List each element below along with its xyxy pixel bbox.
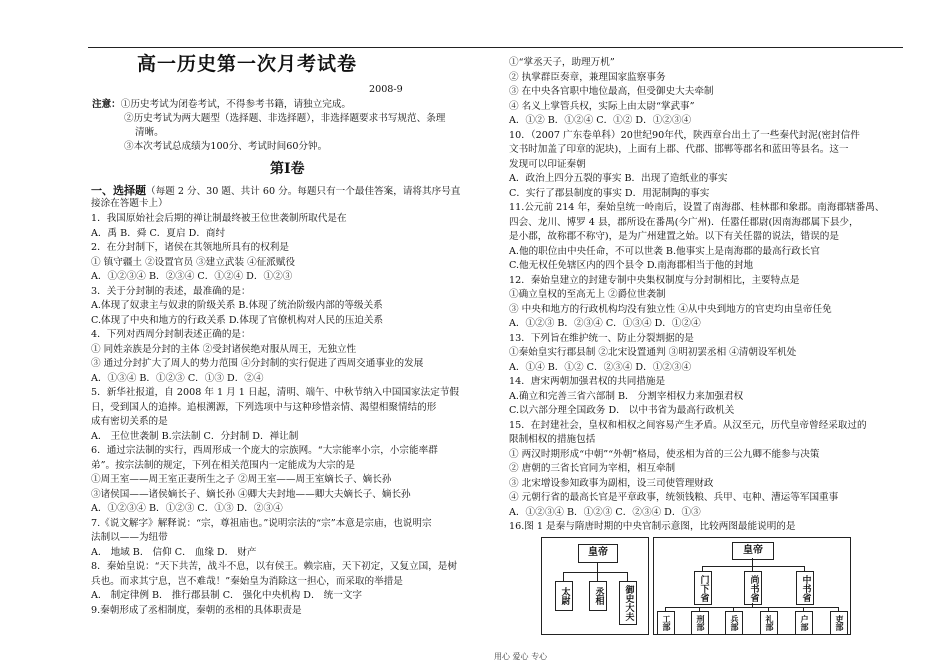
right-question-line: ④ 名义上掌管兵权，实际上由太尉“掌武事” (509, 100, 695, 112)
qin-chengxiang-box: 丞相 (589, 581, 607, 611)
right-question-line: 16.图 1 是秦与隋唐时期的中央官制示意图，比较两图最能说明的是 (509, 521, 796, 532)
left-question-line: ③诸侯国——诸侯嫡长子、嫡长孙 ④卿大夫封地——卿大夫嫡长子、嫡长孙 (91, 488, 411, 500)
right-question-line: 是小郡，故称郡不称守)，是为广州建置之始。以下有关任嚣的说法，错误的是 (509, 231, 839, 242)
part1-heading: 一、选择题 (91, 184, 146, 197)
left-question-line: 兵也。而求其宁息，岂不难哉！”秦始皇为消除这一担心，而采取的举措是 (91, 575, 403, 587)
left-question-line: A． 王位世袭制 B.宗法制 C．分封制 D．禅让制 (91, 430, 299, 442)
left-question-line: 5．新华社报道，自 2008 年 1 月 1 日起，清明、端午、中秋节纳入中国国家法定节假 (91, 387, 460, 398)
left-question-line: 3．关于分封制的表述，最准确的是： (91, 285, 251, 297)
right-question-line: ③ 北宋增设参知政事为副相，设三司使管理财政 (509, 477, 714, 489)
right-question-line: 15．在封建社会，皇权和相权之间容易产生矛盾。从汉至元，历代皇帝曾经采取过的 (509, 419, 867, 431)
hubu-box: 户部 (795, 611, 813, 635)
page-footer: 用心 爱心 专心 (494, 652, 548, 661)
xingbu-box: 刑部 (691, 611, 709, 635)
header-rule (88, 47, 903, 48)
note-line-4: ③本次考试总成绩为100分、考试时间60分钟。 (124, 141, 328, 152)
right-question-line: ② 唐朝的三省长官同为宰相，相互牵制 (509, 463, 676, 474)
part1-desc: （每题 2 分、30 题、共计 60 分。每题只有一个最佳答案，请将其序号直 (146, 186, 461, 197)
right-question-line: 14．唐宋两朝加强君权的共同措施是 (509, 376, 666, 387)
qin-connector (563, 572, 564, 581)
right-question-line: ③ 在中央各官职中地位最高，但受御史大夫牵制 (509, 86, 714, 97)
exam-date: 2008-9 (369, 84, 403, 95)
zhongshu-box: 中书省 (796, 571, 814, 605)
left-question-line: ③ 通过分封扩大了周人的势力范围 ④分封制的实行促进了西周交通事业的发展 (91, 358, 424, 369)
left-question-line: 9.秦朝形成了丞相制度，秦朝的丞相的具体职责是 (91, 604, 302, 616)
right-question-line: A．政治上四分五裂的事实 B．出现了造纸业的事实 (509, 173, 728, 184)
left-question-line: A．禹 B．舜 C．夏启 D．商纣 (91, 227, 226, 239)
part1-heading-line (91, 185, 460, 198)
libu-box: 礼部 (760, 611, 778, 635)
qin-diagram (541, 537, 649, 635)
qin-connector (563, 572, 627, 573)
right-question-line: A.确立和完善三省六部制 B． 分割宰相权力来加强君权 (509, 390, 744, 402)
suitang-connector (702, 566, 804, 567)
right-question-line: ④ 元朝行省的最高长官是平章政事，统领钱粮、兵甲、屯种、漕运等军国重事 (509, 492, 839, 503)
qin-taiwei-box: 太尉 (555, 581, 573, 611)
right-question-line: 发现可以印证秦朝 (509, 158, 586, 170)
right-question-line: ①确立皇权的至高无上 ②爵位世袭制 (509, 289, 666, 300)
gongbu-box: 工部 (657, 611, 675, 635)
part1-desc-2: 接涂在答题卡上） (91, 198, 168, 209)
left-question-line: 2．在分封制下，诸侯在其领地所具有的权利是 (91, 242, 289, 253)
left-question-line: 日，受到国人的追捧。追根溯源，下列选项中与这种珍惜亲情、渴望相聚情结的形 (91, 401, 437, 413)
right-question-line: A．①②③④ B．①②③ C．②③④ D．①③ (509, 506, 701, 518)
notes-block (92, 99, 351, 111)
qin-yushi-box: 御史大夫 (619, 581, 637, 625)
right-question-line: 13．下列旨在维护统一、防止分裂割据的是 (509, 332, 694, 344)
notes-label: 注意： (92, 99, 121, 110)
left-question-line: A．①②③④ B．②③④ C．①②④ D．①②③ (91, 271, 293, 282)
left-question-line: ① 同姓亲族是分封的主体 ②受封诸侯绝对服从周王，无独立性 (91, 343, 357, 355)
left-question-line: 8．秦始皇说：“天下共苦，战斗不息，以有侯王。赖宗庙，天下初定，又复立国，是树 (91, 561, 457, 572)
right-question-line: 文书时加盖了印章的泥块)，上面有上郡、代郡、邯郸等郡名和蓝田等县名。这一 (509, 144, 849, 155)
left-question-line: 法制以——为纽带 (91, 532, 168, 543)
shangshu-box: 尚书省 (744, 571, 762, 605)
right-question-line: 12．秦始皇建立的封建专制中央集权制度与分封制相比，主要特点是 (509, 274, 800, 286)
right-question-line: A．①②③ B．②③④ C．①③④ D．①②④ (509, 318, 701, 329)
left-question-line: ①周王室——周王室正妻所生之子 ②周王室——周王室嫡长子、嫡长孙 (91, 474, 392, 485)
right-question-line: A.他的职位由中央任命，不可以世袭 B.他事实上是南海郡的最高行政长官 (509, 245, 820, 257)
exam-title: 高一历史第一次月考试卷 (137, 53, 358, 75)
right-question-line: C.以六部分理全国政务 D． 以中书省为最高行政机关 (509, 405, 735, 416)
right-question-line: A．①④ B．①② C．②③④ D．①②③④ (509, 361, 692, 373)
left-question-line: A． 制定律例 B． 推行郡县制 C． 强化中央机构 D． 统一文字 (91, 590, 363, 601)
left-question-line: A．①③④ B．①②③ C．①③ D．②④ (91, 372, 264, 384)
left-question-line: 1．我国原始社会后期的禅让制最终被王位世袭制所取代是在 (91, 213, 347, 224)
left-question-line: C.体现了中央和地方的行政关系 D.体现了官僚机构对人民的压迫关系 (91, 314, 384, 326)
right-question-line: A．①② B．①②④ C．①② D．①②③④ (509, 115, 692, 126)
qin-connector (597, 572, 598, 581)
left-question-line: A．①②③④ B．①②③ C．①③ D．②③④ (91, 503, 283, 514)
left-question-line: 4．下列对西周分封制表述正确的是： (91, 329, 251, 340)
right-question-line: ①“掌丞天子，助理万机” (509, 57, 615, 68)
left-question-line: A． 地域 B． 信仰 C． 血缘 D． 财产 (91, 546, 257, 558)
note-line-3: 清晰。 (135, 127, 164, 138)
qin-connector (627, 572, 628, 581)
note-line-2: ②历史考试为两大题型（选择题、非选择题），非选择题要求书写规范、条理 (124, 113, 446, 124)
libu-official-box: 吏部 (830, 611, 848, 635)
left-question-line: 7.《说文解字》解释说：“宗，尊祖庙也。”说明宗法的“宗”本意是宗庙，也说明宗 (91, 517, 432, 529)
suitang-connector (665, 607, 839, 608)
right-question-line: C．实行了郡县制度的事实 D．用泥制陶的事实 (509, 187, 710, 199)
section-title: 第Ⅰ卷 (270, 161, 305, 177)
right-question-line: 10．（2007 广东卷单科）20世纪90年代，陕西章台出土了一些秦代封泥(密封信件 (509, 129, 860, 141)
suitang-emperor-box: 皇帝 (732, 542, 774, 560)
right-question-line: 限制相权的措施包括 (509, 434, 596, 445)
note-line-1: ①历史考试为闭卷考试，不得参考书籍，请独立完成。 (120, 99, 352, 110)
suitang-connector (752, 558, 753, 566)
right-question-line: ③ 中央和地方的行政机构均没有独立性 ④从中央到地方的官吏均由皇帝任免 (509, 303, 832, 315)
left-question-line: A.体现了奴隶主与奴隶的阶级关系 B.体现了统治阶级内部的等级关系 (91, 300, 383, 311)
right-question-line: 四会、龙川、博罗 4 县，郡所设在番禺(今广州)．任嚣任郡尉(因南海郡属下县少， (509, 216, 859, 228)
suitang-diagram (653, 537, 851, 635)
bingbu-box: 兵部 (725, 611, 743, 635)
right-question-line: ② 执掌群臣奏章，兼理国家监察事务 (509, 71, 666, 83)
qin-connector (597, 562, 598, 572)
left-question-line: 弟”。按宗法制的规定，下列在相关范围内一定能成为大宗的是 (91, 459, 355, 471)
menxia-box: 门下省 (694, 571, 712, 605)
right-question-line: 11.公元前 214 年，秦始皇统一岭南后，设置了南海郡、桂林郡和象郡。南海郡辖番禺、 (509, 202, 885, 213)
left-question-line: ① 镇守疆土 ②设置官员 ③建立武装 ④征派赋役 (91, 256, 296, 268)
right-question-line: C.他无权任免辖区内的四个县令 D.南海郡相当于他的封地 (509, 260, 754, 271)
qin-emperor-box: 皇帝 (578, 544, 618, 563)
right-question-line: ①秦始皇实行郡县制 ②北宋设置通判 ③明初罢丞相 ④清朝设军机处 (509, 347, 797, 358)
right-question-line: ① 两汉时期形成“中朝”“外朝”格局，使丞相为首的三公九卿不能参与决策 (509, 448, 820, 460)
left-question-line: 6．通过宗法制的实行，西周形成一个庞大的宗族网。“大宗能率小宗，小宗能率群 (91, 445, 438, 456)
left-question-line: 成有密切关系的是 (91, 416, 168, 427)
